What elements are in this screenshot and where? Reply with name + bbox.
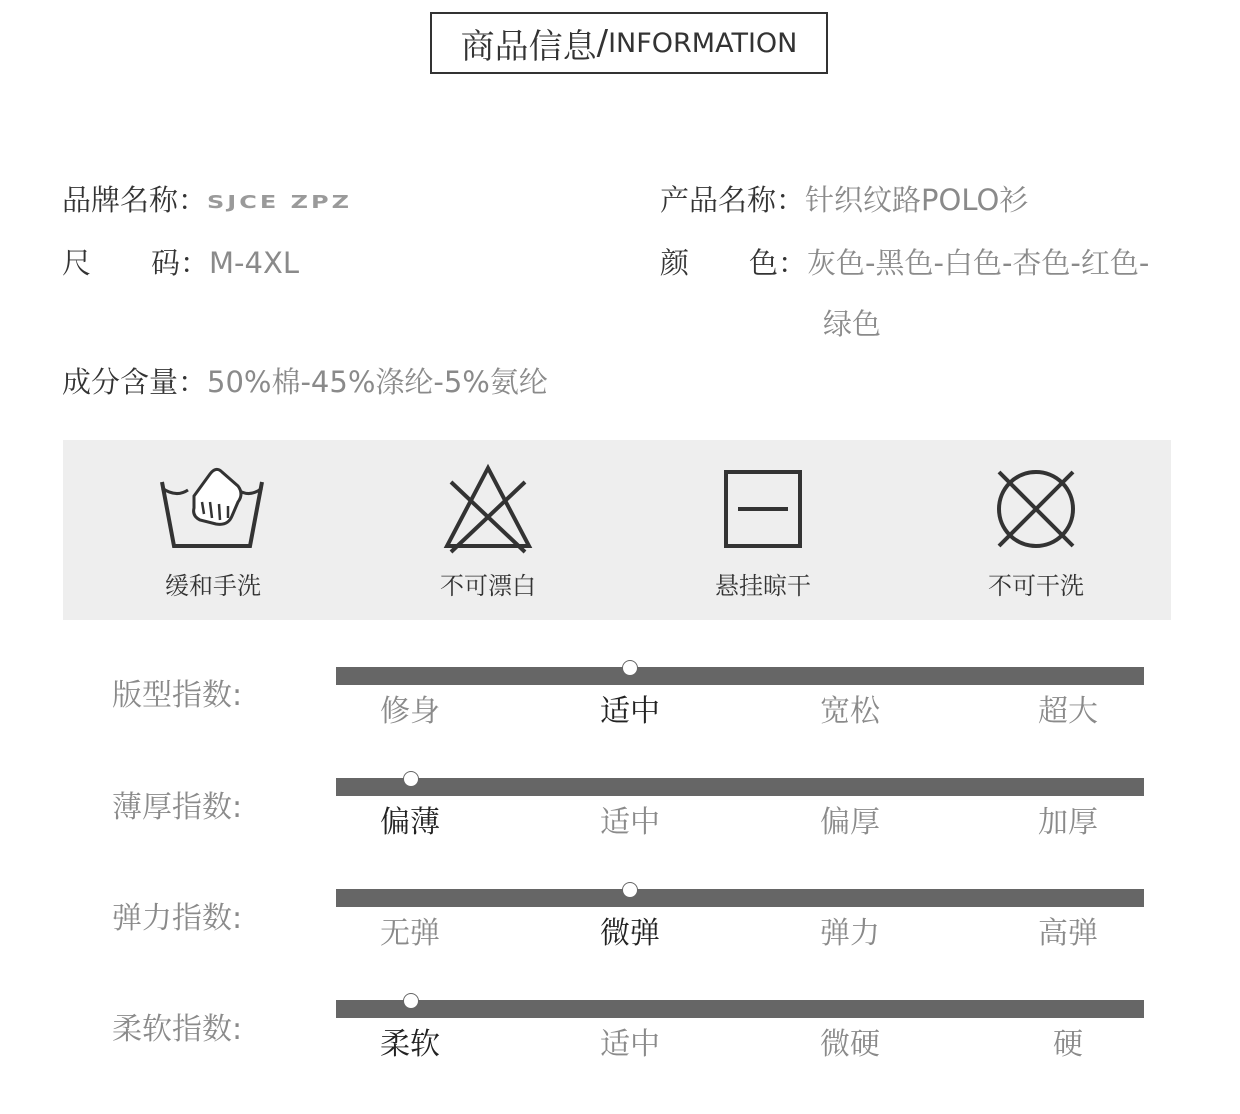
care-item-no-bleach [408, 462, 568, 601]
care-label: 不可干洗 [988, 572, 1084, 600]
color-label-2: 色： [749, 246, 808, 280]
index-label: 柔软指数: [112, 1012, 243, 1047]
brand-row [62, 178, 352, 219]
index-level: 超大 [1038, 694, 1098, 729]
product-label: 产品名称： [660, 183, 806, 217]
care-item-hang-dry [683, 462, 843, 601]
care-panel [63, 440, 1171, 620]
product-name-row [660, 178, 1028, 219]
product-value: 针织纹路POLO衫 [805, 183, 1029, 217]
index-level: 宽松 [820, 694, 880, 729]
index-level: 弹力 [820, 916, 880, 951]
no-dry-clean-icon [981, 462, 1091, 554]
care-label: 不可漂白 [440, 572, 536, 600]
index-level: 硬 [1053, 1027, 1083, 1062]
section-title [430, 12, 828, 74]
title-en: INFORMATION [608, 27, 798, 59]
material-label: 成分含量： [62, 365, 208, 399]
index-label: 弹力指数: [112, 901, 243, 936]
color-row-cont [823, 302, 881, 343]
index-bar [336, 667, 1144, 685]
size-label-1: 尺 [62, 246, 92, 280]
index-level: 高弹 [1038, 916, 1098, 951]
color-value-line2: 绿色 [823, 307, 882, 341]
index-marker [622, 660, 638, 676]
size-row [62, 241, 299, 282]
care-label: 悬挂晾干 [715, 572, 811, 600]
index-level: 偏厚 [820, 805, 880, 840]
color-label-1: 颜 [660, 246, 690, 280]
title-cn: 商品信息 [460, 26, 597, 67]
index-bar [336, 889, 1144, 907]
care-item-hand-wash [133, 462, 293, 601]
index-level: 无弹 [380, 916, 440, 951]
index-level-selected: 柔软 [380, 1027, 440, 1062]
care-item-no-dry-clean [956, 462, 1116, 601]
index-level-selected: 适中 [600, 694, 660, 729]
no-bleach-icon [433, 462, 543, 554]
care-label: 缓和手洗 [165, 572, 261, 600]
color-value-line1: 灰色-黑色-白色-杏色-红色- [807, 246, 1150, 280]
index-level-selected: 微弹 [600, 916, 660, 951]
brand-label: 品牌名称： [62, 183, 208, 217]
index-label: 薄厚指数: [112, 790, 243, 825]
hang-dry-icon [708, 462, 818, 554]
size-label-2: 码： [151, 246, 210, 280]
index-level: 修身 [380, 694, 440, 729]
index-bar [336, 1000, 1144, 1018]
index-label: 版型指数: [112, 678, 243, 713]
index-level: 微硬 [820, 1027, 880, 1062]
index-level: 适中 [600, 1027, 660, 1062]
color-row [660, 241, 1149, 282]
title-slash: / [596, 23, 609, 63]
size-value: M-4XL [209, 246, 299, 280]
material-value: 50%棉-45%涤纶-5%氨纶 [207, 365, 548, 399]
index-level-selected: 偏薄 [380, 805, 440, 840]
index-level: 加厚 [1038, 805, 1098, 840]
index-marker [403, 771, 419, 787]
index-marker [403, 993, 419, 1009]
index-level: 适中 [600, 805, 660, 840]
hand-wash-icon [158, 462, 268, 554]
index-bar [336, 778, 1144, 796]
material-row [62, 360, 548, 401]
index-marker [622, 882, 638, 898]
brand-value: SJCE ZPZ [207, 191, 352, 213]
